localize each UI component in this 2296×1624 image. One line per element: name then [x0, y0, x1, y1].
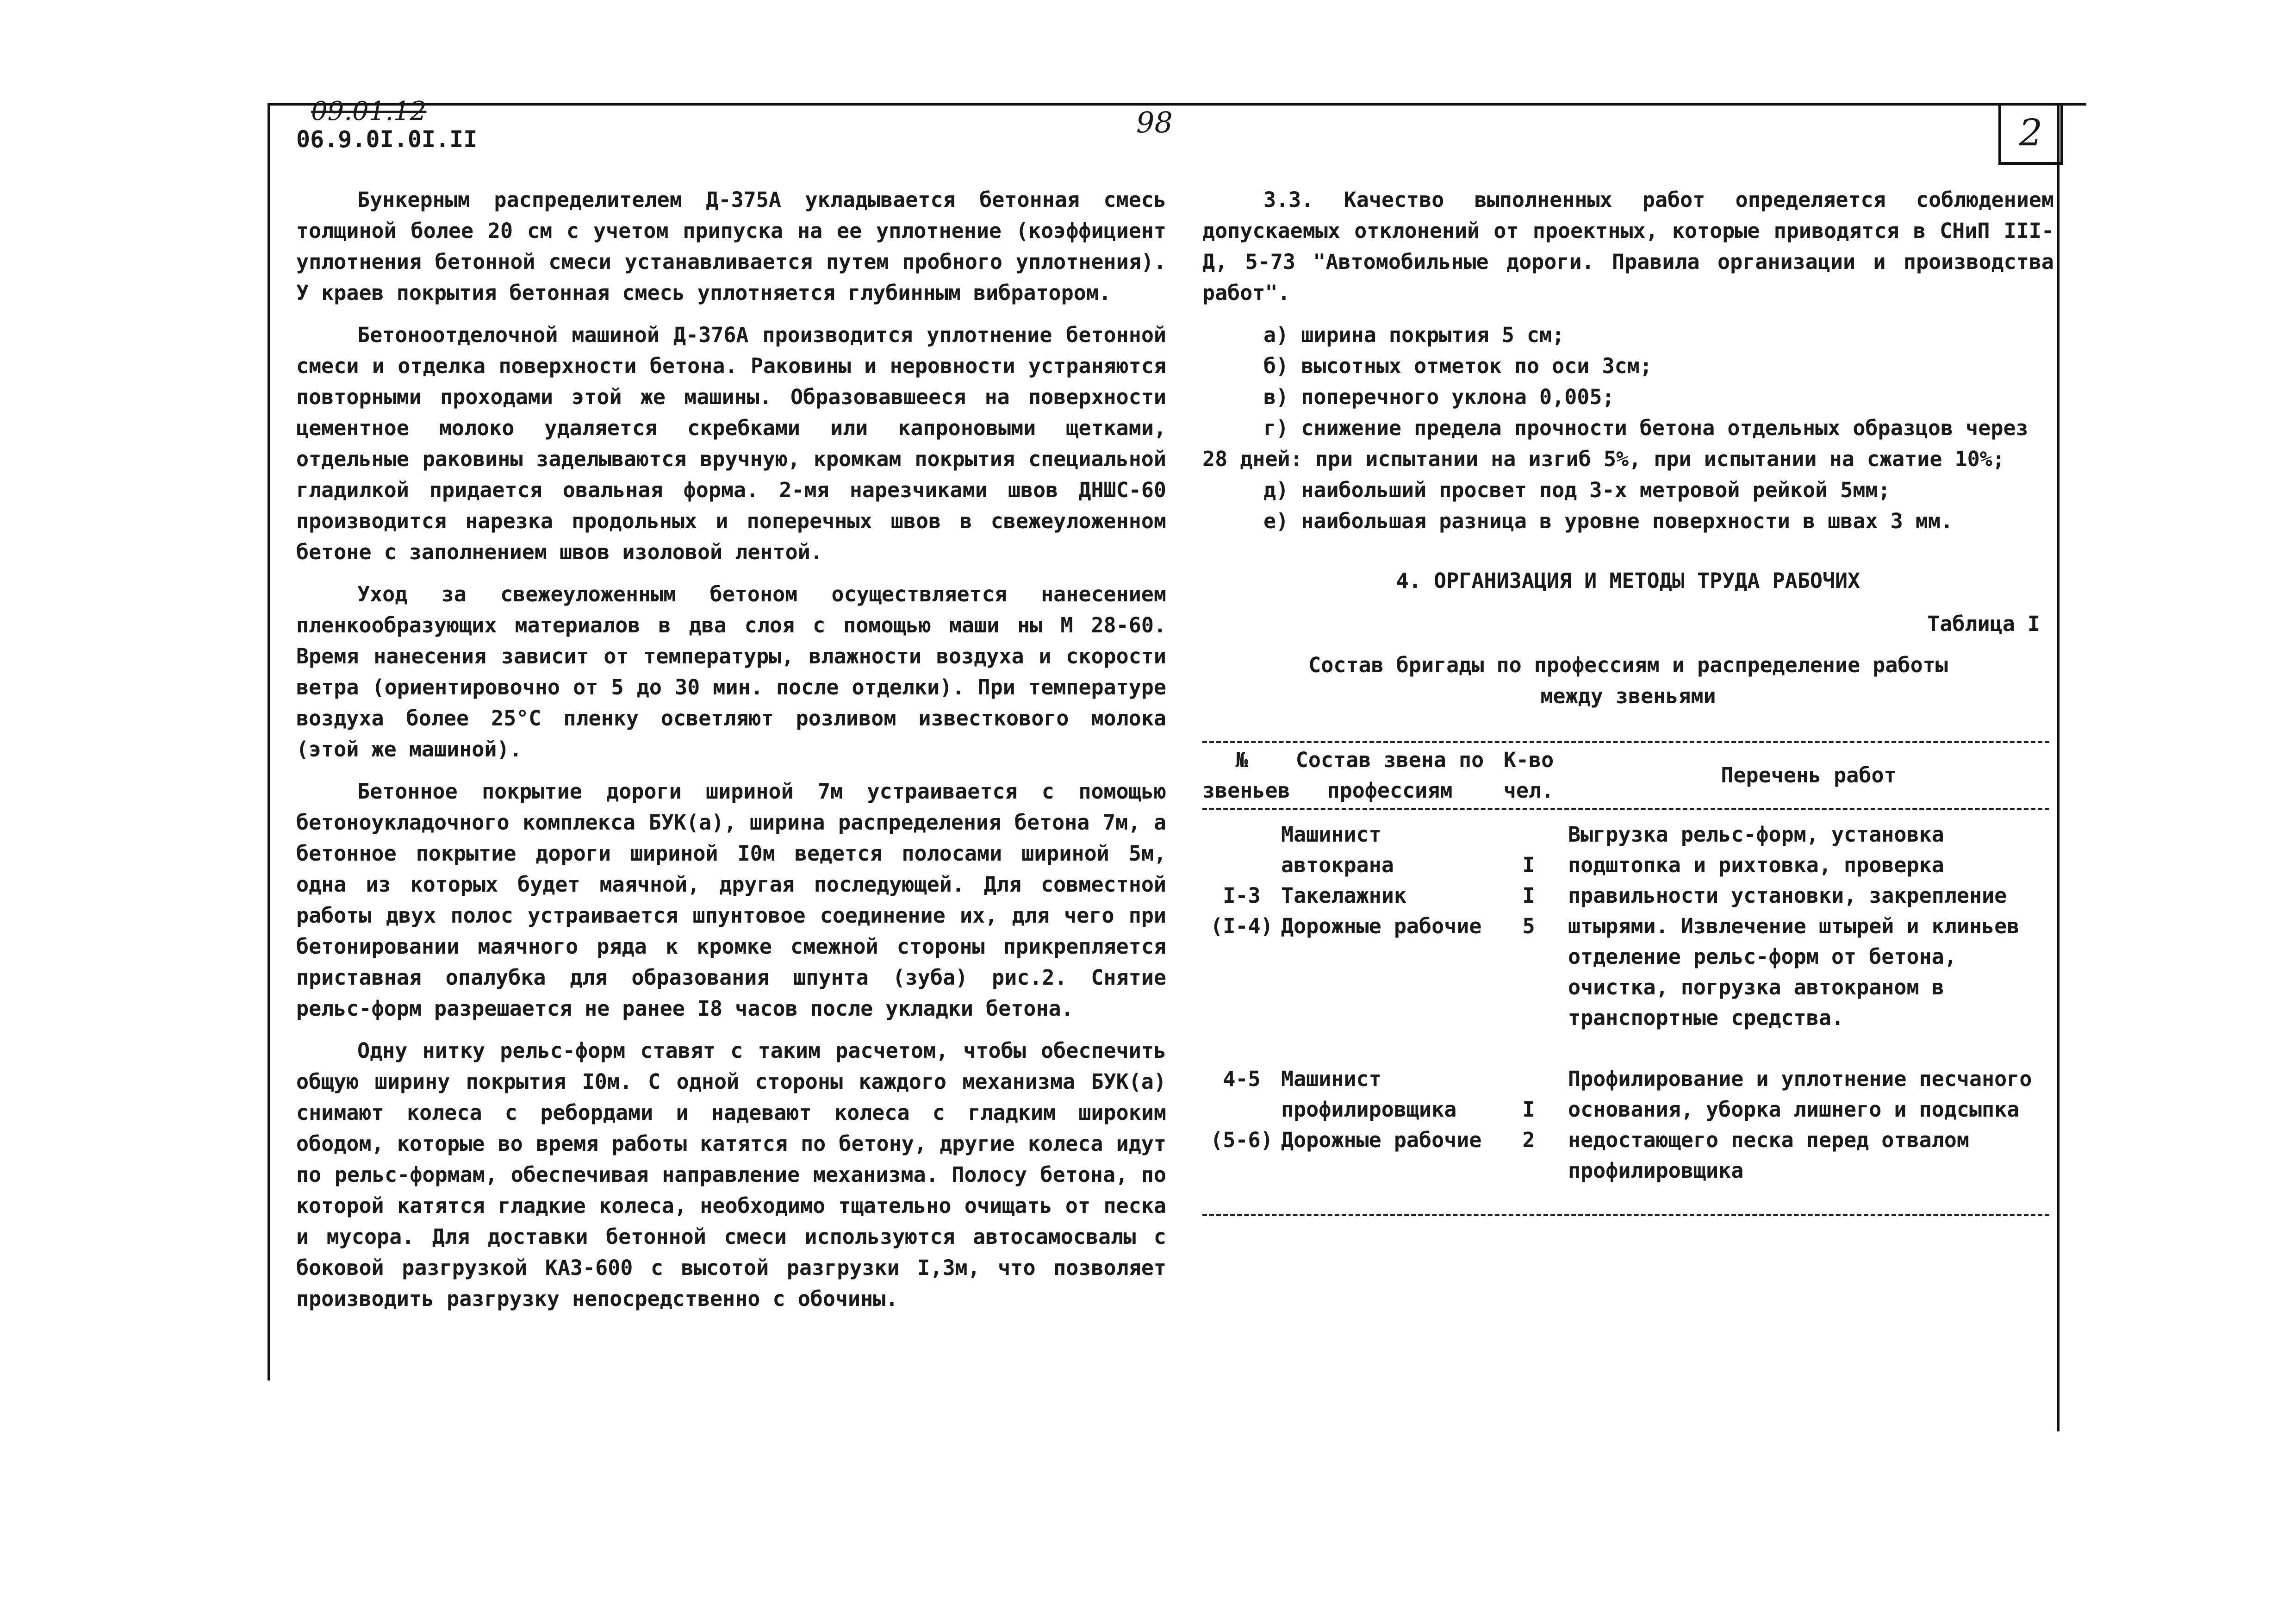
- cell-works: Профилирование и уплотнение песчаного основания, уборка лишнего и подсыпка недостающего песка перед отвалом профилировщика: [1568, 1067, 2032, 1183]
- frame-top-border: [268, 103, 2086, 106]
- cell-professions: Машинист автокрана Такелажник Дорожные рабочие: [1281, 822, 1482, 938]
- handwritten-number: 09.01.12: [311, 96, 427, 126]
- handwritten-page-mark: 98: [1136, 106, 1173, 139]
- left-column: [296, 184, 1166, 1325]
- table-row: [1202, 1064, 2049, 1186]
- list-item: а) ширина покрытия 5 см;: [1263, 323, 1565, 347]
- crew-table: [1202, 741, 2049, 1216]
- cell-link: I-3 (I-4): [1210, 883, 1273, 938]
- sheet-code: 06.9.0I.0I.II: [296, 126, 478, 153]
- list-item: в) поперечного уклона 0,005;: [1263, 385, 1615, 409]
- list-item: г) снижение предела прочности бетона отдельных образцов через 28 дней: при испытании на изгиб 5%, при испытании на сжатие 10%;: [1202, 416, 2028, 471]
- paragraph: Уход за свежеуложенным бетоном осуществляется нанесением пленкообразующих материалов в два слоя с помощью маши ны М 28-60. Время нанесения зависит от температуры, влажности воздуха и скорости ветра (ориентировочно от 5 до 30 мин. после отделки). При температуре воздуха более 25°С пленку осветляют розливом известкового молока (этой же машиной).: [296, 582, 1166, 762]
- header-count: К-во чел.: [1503, 748, 1554, 803]
- right-column: [1202, 184, 2054, 712]
- paragraph: Бетоноотделочной машиной Д-376А производится уплотнение бетонной смеси и отделка поверхности бетона. Раковины и неровности устраняются повторными проходами этой же машины. Образовавшееся на поверхности цементное молоко удаляется скребками или капроновыми щетками, отдельные раковины заделываются вручную, кромкам покрытия специальной гладилкой придается овальная форма. 2-мя нарезчиками швов ДНШС-60 производится нарезка продольных и поперечных швов в свежеуложенном бетоне с заполнением швов изоловой лентой.: [296, 323, 1166, 564]
- header-works: Перечень работ: [1721, 763, 1897, 787]
- tolerance-list: [1202, 319, 2054, 537]
- table-rule: [1202, 1214, 2049, 1216]
- list-item: д) наибольший просвет под 3-х метровой рейкой 5мм;: [1263, 478, 1891, 502]
- paragraph: Одну нитку рельс-форм ставят с таким расчетом, чтобы обеспечить общую ширину покрытия I0м. С одной стороны каждого механизма БУК(а) снимают колеса с ребордами и надевают колеса с гладким широким ободом, которые во время работы катятся по бетону, другие колеса идут по рельс-формам, обеспечивая направление механизма. Полосу бетона, по которой катятся гладкие колеса, необходимо тщательно очищать от песка и мусора. Для доставки бетонной смеси используются автосамосвалы с боковой разгрузкой КАЗ-600 с высотой разгрузки I,3м, что позволяет производить разгрузку непосредственно с обочины.: [296, 1038, 1166, 1311]
- cell-count: I 2: [1522, 1097, 1535, 1152]
- cell-works: Выгрузка рельс-форм, установка подштопка и рихтовка, проверка правильности установки, закрепление штырями. Извлечение штырей и клиньев отделение рельс-форм от бетона, очистка, погрузка автокраном в транспортные средства.: [1568, 822, 2020, 1030]
- cell-link: 4-5 (5-6): [1210, 1067, 1273, 1152]
- paragraph: Бункерным распределителем Д-375А укладывается бетонная смесь толщиной более 20 см с учетом припуска на ее уплотнение (коэффициент уплотнения бетонной смеси устанавливается путем пробного уплотнения). У краев покрытия бетонная смесь уплотняется глубинным вибратором.: [296, 187, 1166, 305]
- frame-right-border: [2057, 103, 2060, 1431]
- table-header: [1202, 743, 2049, 808]
- list-item: е) наибольшая разница в уровне поверхности в швах 3 мм.: [1263, 509, 1954, 533]
- quality-intro: 3.3. Качество выполненных работ определяется соблюдением допускаемых отклонений от проектных, которые приводятся в СНиП III-Д, 5-73 "Автомобильные дороги. Правила организации и производства работ".: [1202, 187, 2054, 305]
- table-caption: Таблица I: [1927, 612, 2040, 636]
- cell-professions: Машинист профилировщика Дорожные рабочие: [1281, 1067, 1482, 1152]
- table-title: Состав бригады по профессиям и распределение работы между звеньями: [1308, 653, 1948, 708]
- header-link-number: № звеньев: [1202, 748, 1290, 803]
- table-rule: [1202, 808, 2049, 810]
- table-row: [1202, 819, 2049, 1033]
- list-item: б) высотных отметок по оси 3см;: [1263, 354, 1652, 378]
- paragraph: Бетонное покрытие дороги шириной 7м устраивается с помощью бетоноукладочного комплекса БУК(а), ширина распределения бетона 7м, а бетонное покрытие дороги шириной I0м ведется полосами шириной 5м, одна из которых будет маячной, другая последующей. Для совместной работы двух полос устраивается шпунтовое соединение их, для чего при бетонировании маячного ряда к кромке смежной стороны прикрепляется приставная опалубка для образования шпунта (зуба) рис.2. Снятие рельс-форм разрешается не ранее I8 часов после укладки бетона.: [296, 779, 1166, 1021]
- section-heading: 4. ОРГАНИЗАЦИЯ И МЕТОДЫ ТРУДА РАБОЧИХ: [1396, 568, 1860, 593]
- sheet-number: 2: [2019, 111, 2043, 154]
- header-professions: Состав звена по профессиям: [1295, 748, 1484, 803]
- sheet-number-box: [1998, 103, 2063, 165]
- frame-left-border: [268, 103, 270, 1380]
- cell-count: I I 5: [1522, 853, 1535, 938]
